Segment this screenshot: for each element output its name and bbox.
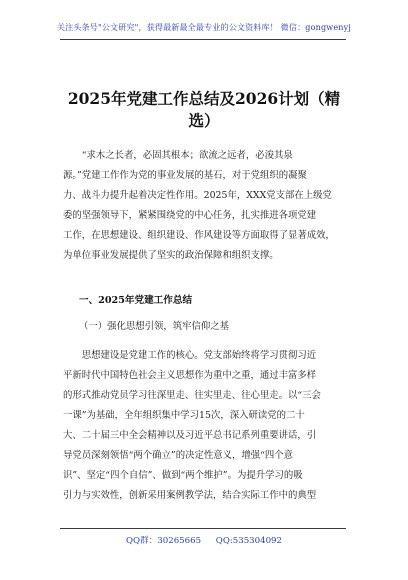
body-paragraph	[63, 346, 347, 506]
header-note: 关注头条号"公文研究"，获得最新最全最专业的公文资料库！ 微信：gongwenyj	[56, 23, 352, 32]
intro-paragraph	[63, 146, 347, 266]
qq-group-number: QQ群：30265665	[126, 536, 202, 546]
header-divider	[60, 39, 346, 40]
text-line: 大、二十届三中全会精神以及习近平总书记系列重要讲话，引	[63, 430, 317, 441]
text-line: 识”、坚定“四个自信”、做到“两个维护”。为提升学习的吸	[63, 470, 303, 481]
section-heading: 一、2025年党建工作总结	[79, 295, 193, 306]
text-line: 思想建设是党建工作的核心。党支部始终将学习贯彻习近	[63, 350, 317, 361]
text-line: 引力与实效性，创新采用案例教学法，结合实际工作中的典型	[63, 490, 317, 501]
document-title	[56, 88, 352, 132]
title-line: 选）	[188, 111, 220, 130]
text-line: 平新时代中国特色社会主义思想作为重中之重，通过丰富多样	[63, 370, 317, 381]
text-line: 工作，在思想建设、组织建设、作风建设等方面取得了显著成效，	[63, 230, 335, 241]
title-line: 2025年党建工作总结及2026计划（精	[67, 89, 341, 108]
text-line: 一课”为基础，全年组织集中学习15次，深入研读党的二十	[63, 410, 305, 421]
text-line: 力、战斗力提升起着决定性作用。2025年，XXX党支部在上级党	[63, 190, 332, 201]
subsection-heading: （一）强化思想引领，筑牢信仰之基	[79, 321, 230, 332]
text-line: 源。”党建工作作为党的事业发展的基石，对于党组织的凝聚	[63, 170, 307, 181]
footer-note	[0, 534, 408, 546]
text-line: 为单位事业发展提供了坚实的政治保障和组织支撑。	[63, 250, 279, 261]
footer-divider	[60, 528, 346, 529]
text-line: 的形式推动党员学习往深里走、往实里走、往心里走。以“三会	[63, 390, 321, 401]
text-line: “求木之长者，必固其根本；欲流之远者，必浚其泉	[63, 150, 293, 161]
qq-number: QQ:535304092	[215, 536, 282, 546]
text-line: 委的坚强领导下，紧紧围绕党的中心任务，扎实推进各项党建	[63, 210, 317, 221]
text-line: 导党员深刻领悟“两个确立”的决定性意义，增强“四个意	[63, 450, 294, 461]
